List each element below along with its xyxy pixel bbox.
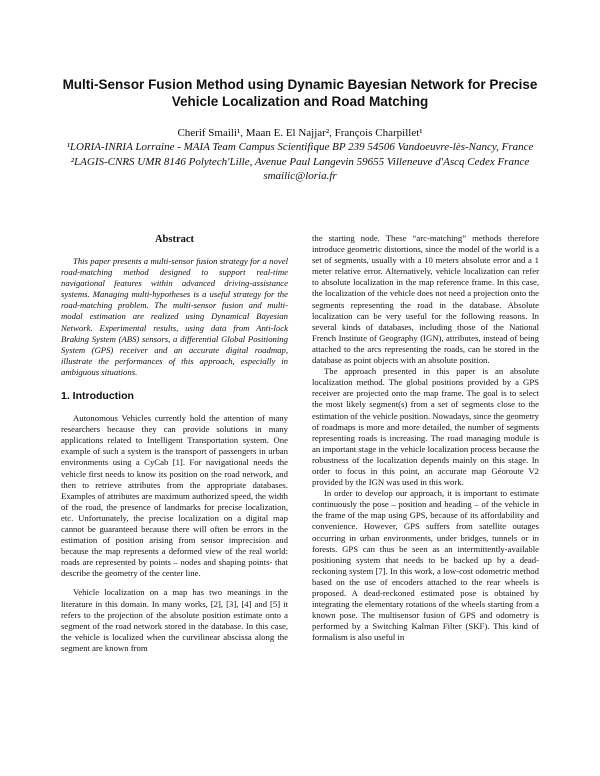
abstract-heading: Abstract [154,234,195,245]
affiliation-2: ²LAGIS-CNRS UMR 8146 Polytech'Lille, Avenue Paul Langevin 59655 Villeneuve d'Ascq Cedex France [70,155,530,168]
paper-title [40,76,560,110]
right-paragraph-3: In order to develop our approach, it is important to estimate continuously the pose – position and heading – of the vehicle in the frame of the map using GPS, because of its affordability and convenience. However, GPS suffers from satellite outages occurring in urban environments, under bridges, tunnels or in forests. GPS can thus be seen as an intermittently-available positioning system that needs to be backed up by a dead-reckoning system [7]. In this work, a low-cost odometric method based on the use of encoders attached to the rear wheels is proposed. A dead-reckoned estimated pose is obtained by integrating the elementary rotations of the wheels starting from a known pose. The multisensor fusion of GPS and odometry is performed by a Switching Kalman Filter (SKF). This kind of formalism is also useful in [312,488,539,643]
abstract-text: This paper presents a multi-sensor fusion strategy for a novel road-matching method designed to support real-time navigational features within advanced driving-assistance systems. Managing multi-hypotheses is a useful strategy for the road-matching problem. The multi-sensor fusion and multi-modal estimation are realized using Dynamical Bayesian Network. Experimental results, using data from Anti-lock Braking System (ABS) sensors, a differential Global Positioning System (GPS) receiver and an accurate digital roadmap, illustrate the performances of this approach, especially in ambiguous situations. [61,256,288,377]
title-line-2: Vehicle Localization and Road Matching [171,94,429,109]
author-names: Cherif Smaili¹, Maan E. El Najjar², François Charpillet¹ [177,127,423,139]
right-column [312,233,539,643]
left-column [61,233,288,654]
intro-paragraph-2: Vehicle localization on a map has two meanings in the literature in this domain. In many works, [2], [3], [4] and [5] it refers to the projection of the absolute position estimate onto a segment of the road network stored in the database. In this case, the vehicle is localized when the curvilinear abscissa along the segment are known from [61,587,288,653]
author-email: smailic@loria.fr [263,170,337,183]
section-heading-introduction: 1. Introduction [61,390,134,403]
right-paragraph-2: The approach presented in this paper is an absolute localization method. The global positions provided by a GPS receiver are projected onto the map frame. The goal is to select the most likely segment(s) from a set of segments close to the estimation of the vehicle position. Nowadays, since the geometry of roadmaps is more and more detailed, the number of segments representing roads is increasing. The road managing module is an important stage in the vehicle localization process because the robustness of the localization depends mainly on this stage. In order to focus in this point, an accurate map Géoroute V2 provided by the IGN was used in this work. [312,366,539,488]
intro-paragraph-1: Autonomous Vehicles currently hold the attention of many researchers because they can provide solutions in many applications related to Intelligent Transportation system. One example of such a system is the transport of passengers in urban environments using a CyCab [1]. For navigational needs the vehicle first needs to know its position on the road network, and then to retrieve attributes from the appropriate databases. Examples of attributes are maximum authorized speed, the width of the road, the presence of landmarks for precise localization, etc. Unfortunately, the precise localization on a digital map cannot be guaranteed because there will often be errors in the estimation of position arising from sensor imprecision and because the map represents a deformed view of the real world: roads are represented by points – nodes and shaping points- that describe the geometry of the center line. [61,413,288,579]
author-block [60,126,540,184]
title-line-1: Multi-Sensor Fusion Method using Dynamic Bayesian Network for Precise [62,77,538,92]
right-paragraph-1: the starting node. These “arc-matching” methods therefore introduce geometric distortions, since the model of the world is a set of segments, usually with a 10 meters absolute error and a 1 meter relative error. Alternatively, vehicle localization can refer to absolute localization in the map reference frame. In this case, the localization of the vehicle does not need a projection onto the segments representing the road in the database. Absolute localization can be very useful for the following reasons. In several kinds of databases, including those of the National French Institute of Geography (IGN), attributes, instead of being attached to the arcs representing the roads, can be stored in the database as point objects with an absolute position. [312,233,539,366]
affiliation-1: ¹LORIA-INRIA Lorraine - MAIA Team Campus Scientifique BP 239 54506 Vandoeuvre-lès-Nancy, France [66,141,534,154]
